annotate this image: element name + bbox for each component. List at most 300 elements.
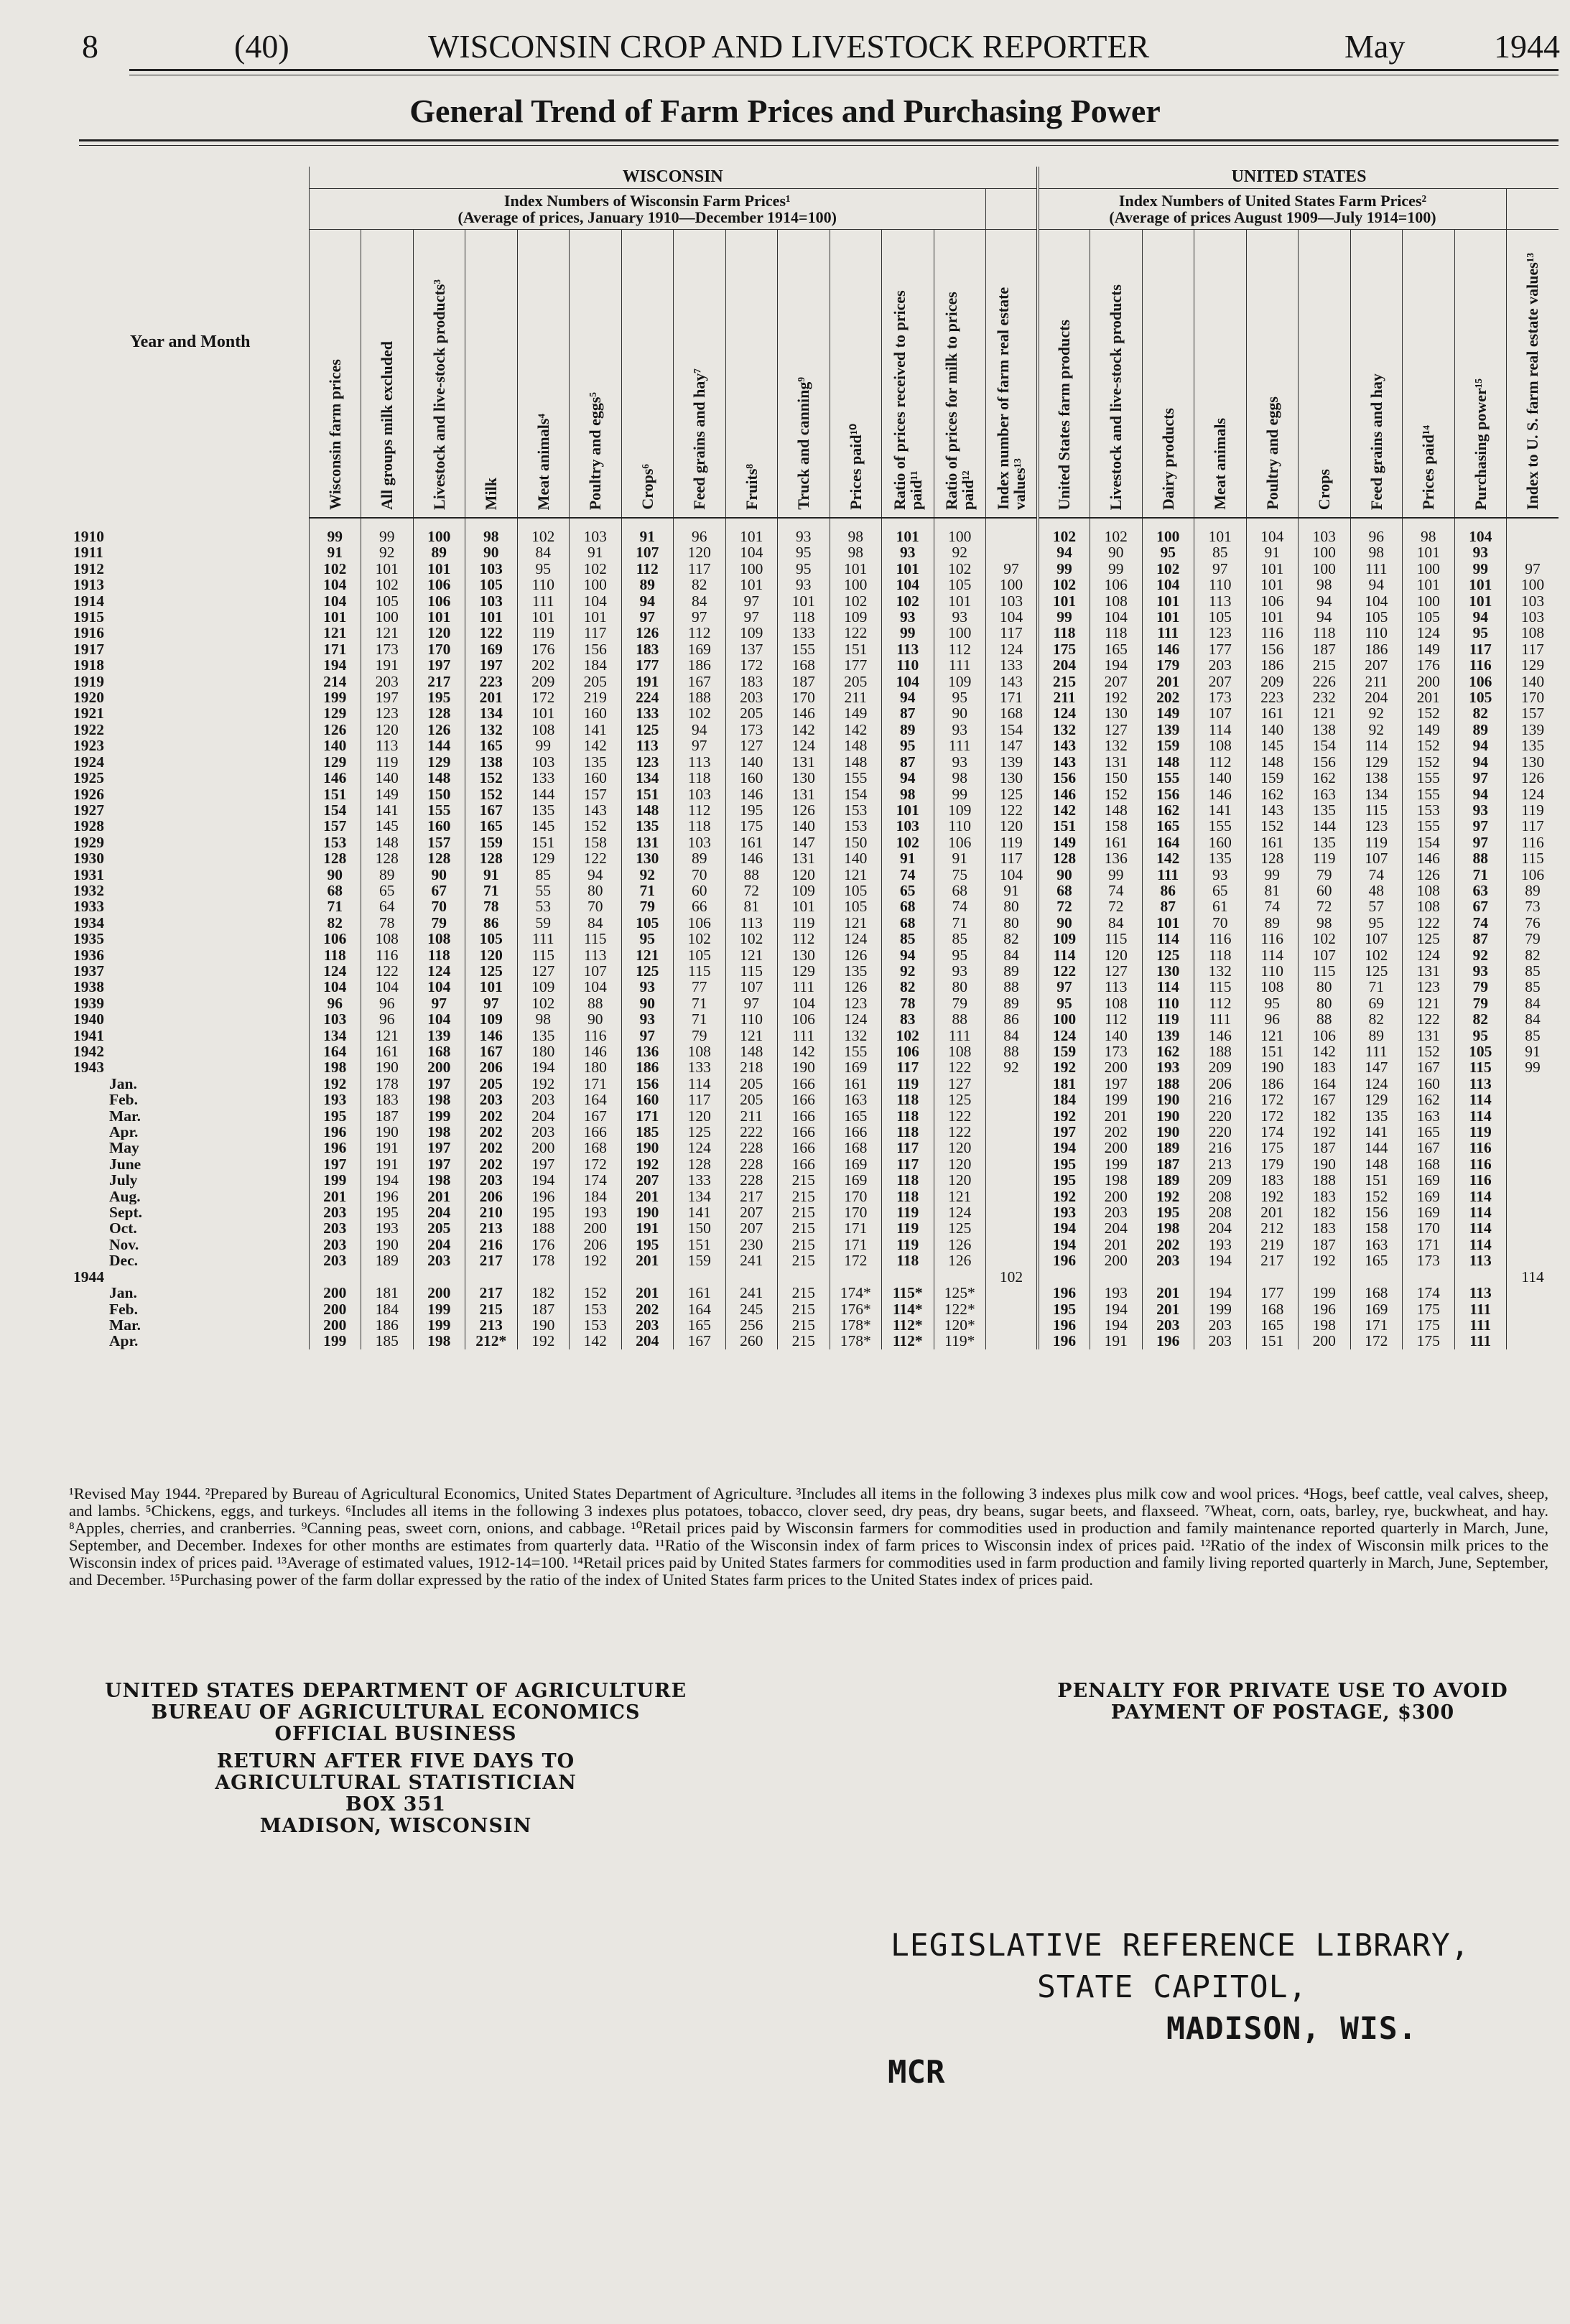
column-header [413, 230, 465, 519]
table-cell: 105 [361, 593, 414, 609]
table-cell: 131 [778, 786, 830, 802]
table-cell: 119 [1350, 835, 1403, 850]
table-cell: 91 [621, 518, 674, 544]
table-cell: 122 [1403, 915, 1455, 931]
table-cell: 197 [413, 1076, 465, 1092]
table-cell: 97 [1038, 979, 1090, 995]
table-cell: 169 [1403, 1172, 1455, 1188]
table-cell: 89 [1246, 915, 1299, 931]
table-cell: 53 [517, 898, 570, 914]
table-cell: 85 [517, 867, 570, 883]
table-cell: 68 [309, 883, 361, 898]
table-cell: 162 [1246, 786, 1299, 802]
table-cell: 124 [830, 1011, 882, 1027]
table-cell: 124 [1038, 705, 1090, 721]
table-cell: 212 [1246, 1220, 1299, 1236]
table-cell: 183 [1299, 1059, 1351, 1075]
column-header [1299, 230, 1351, 519]
table-cell: 116 [1194, 931, 1247, 947]
table-cell: 125 [621, 963, 674, 979]
table-cell: 151 [1038, 818, 1090, 834]
row-label: 1924 [73, 753, 104, 771]
table-cell: 215 [778, 1189, 830, 1204]
table-row [72, 722, 1559, 738]
table-cell: 123 [1403, 979, 1455, 995]
table-cell: 85 [934, 931, 986, 947]
row-label: 1931 [73, 866, 104, 883]
table-cell: 90 [413, 867, 465, 883]
table-row [72, 1156, 1559, 1172]
table-cell: 121 [361, 625, 414, 641]
table-cell: 113 [1454, 1076, 1507, 1092]
table-cell: 104 [570, 593, 622, 609]
wisconsin-group-header: WISCONSIN [309, 167, 1038, 189]
table-cell: 159 [1038, 1044, 1090, 1059]
table-cell: 121 [725, 947, 778, 963]
table-cell: 114 [1454, 1220, 1507, 1236]
table-cell: 89 [1350, 1028, 1403, 1044]
table-cell: 195 [1038, 1301, 1090, 1317]
table-cell: 134 [674, 1189, 726, 1204]
table-cell: 157 [570, 786, 622, 802]
table-cell: 232 [1299, 689, 1351, 705]
table-cell: 99 [934, 786, 986, 802]
table-cell: 71 [309, 898, 361, 914]
table-cell: 191 [621, 1220, 674, 1236]
row-label: 1913 [73, 577, 104, 593]
table-cell: 205 [830, 674, 882, 689]
table-cell: 92 [1350, 705, 1403, 721]
table-row [72, 931, 1559, 947]
table-cell: 204 [621, 1333, 674, 1349]
table-cell: 130 [986, 770, 1039, 786]
table-cell: 166 [778, 1156, 830, 1172]
table-cell: 105 [465, 577, 518, 592]
column-header [1403, 230, 1455, 519]
us-subheader [1038, 189, 1507, 230]
table-cell: 196 [1038, 1333, 1090, 1349]
table-cell: 80 [986, 915, 1039, 931]
table-cell: 84 [517, 544, 570, 560]
table-cell: 117 [882, 1156, 934, 1172]
table-cell: 104 [1246, 518, 1299, 544]
table-cell: 109 [1038, 931, 1090, 947]
table-cell: 118 [1090, 625, 1143, 641]
table-cell: 120 [465, 947, 518, 963]
table-cell: 182 [1299, 1204, 1351, 1220]
table-cell: 208 [1194, 1204, 1247, 1220]
table-cell: 89 [413, 544, 465, 560]
wisconsin-subheader-spacer [986, 189, 1039, 230]
table-cell: 220 [1194, 1124, 1247, 1140]
table-cell: 104 [413, 1011, 465, 1027]
table-cell: 208 [1194, 1189, 1247, 1204]
table-cell: 87 [882, 705, 934, 721]
table-cell: 187 [517, 1301, 570, 1317]
table-cell: 108 [1194, 738, 1247, 753]
table-cell: 95 [1350, 915, 1403, 931]
table-cell: 203 [413, 1252, 465, 1268]
table-cell: 151 [674, 1237, 726, 1252]
table-cell: 200 [309, 1285, 361, 1301]
table-cell: 155 [830, 770, 882, 786]
table-cell: 113 [674, 754, 726, 770]
table-cell: 90 [1038, 867, 1090, 883]
table-cell: 95 [934, 947, 986, 963]
table-cell [1507, 1285, 1559, 1301]
table-cell: 187 [778, 674, 830, 689]
table-cell: 103 [1507, 609, 1559, 625]
table-cell: 152 [1350, 1189, 1403, 1204]
table-cell: 194 [1194, 1252, 1247, 1268]
table-cell: 130 [1090, 705, 1143, 721]
table-cell: 171 [1403, 1237, 1455, 1252]
table-cell: 153 [570, 1317, 622, 1333]
table-cell: 98 [1299, 577, 1351, 592]
table-cell: 156 [1299, 754, 1351, 770]
table-cell: 66 [674, 898, 726, 914]
column-header [934, 230, 986, 519]
table-cell [1507, 1317, 1559, 1333]
row-label: Mar. [109, 1316, 141, 1334]
table-cell: 93 [934, 722, 986, 738]
table-cell: 139 [1507, 722, 1559, 738]
table-cell: 170 [413, 641, 465, 657]
table-cell: 194 [361, 1172, 414, 1188]
table-cell: 197 [1038, 1124, 1090, 1140]
table-cell: 195 [517, 1204, 570, 1220]
table-cell: 110 [934, 818, 986, 834]
table-cell: 132 [830, 1028, 882, 1044]
table-row [72, 738, 1559, 753]
table-cell: 91 [934, 850, 986, 866]
column-header-label: Meat animals [1211, 418, 1230, 510]
table-cell: 101 [413, 561, 465, 577]
sender-line: UNITED STATES DEPARTMENT OF AGRICULTURE [104, 1680, 687, 1702]
table-cell: 186 [1246, 1076, 1299, 1092]
table-cell: 82 [1454, 705, 1507, 721]
table-cell: 163 [1299, 786, 1351, 802]
table-cell: 82 [309, 915, 361, 931]
table-cell: 170 [1403, 1220, 1455, 1236]
table-cell: 230 [725, 1237, 778, 1252]
table-cell: 207 [1090, 674, 1143, 689]
table-cell: 162 [1142, 802, 1194, 818]
table-cell: 168 [570, 1140, 622, 1156]
table-cell: 124 [1350, 1076, 1403, 1092]
table-cell: 121 [1403, 995, 1455, 1011]
table-cell: 136 [621, 1044, 674, 1059]
table-cell: 197 [413, 657, 465, 673]
table-cell: 64 [361, 898, 414, 914]
table-cell: 201 [465, 689, 518, 705]
row-label: 1927 [73, 801, 104, 819]
table-cell: 193 [1142, 1059, 1194, 1075]
table-cell: 102 [1350, 947, 1403, 963]
table-cell: 107 [1194, 705, 1247, 721]
table-cell: 72 [1038, 898, 1090, 914]
table-cell: 114 [1454, 1108, 1507, 1124]
table-cell: 140 [309, 738, 361, 753]
table-cell: 113 [361, 738, 414, 753]
table-cell: 104 [309, 593, 361, 609]
row-label: 1930 [73, 850, 104, 867]
table-cell: 168 [413, 1044, 465, 1059]
table-cell [1507, 1092, 1559, 1107]
table-cell: 216 [1194, 1092, 1247, 1107]
table-cell: 119 [778, 915, 830, 931]
wisconsin-subheader-line1: Index Numbers of Wisconsin Farm Prices¹ [503, 191, 791, 210]
table-cell [674, 1269, 726, 1285]
table-cell: 156 [621, 1076, 674, 1092]
table-cell: 149 [1038, 835, 1090, 850]
table-cell: 102 [882, 593, 934, 609]
table-cell: 72 [1299, 898, 1351, 914]
table-cell: 172 [1350, 1333, 1403, 1349]
table-cell: 167 [1403, 1140, 1455, 1156]
table-cell: 105 [1454, 1044, 1507, 1059]
table-cell: 154 [830, 786, 882, 802]
table-cell: 153 [309, 835, 361, 850]
table-cell: 201 [1142, 1301, 1194, 1317]
table-cell: 164 [309, 1044, 361, 1059]
table-cell: 117 [986, 850, 1039, 866]
table-cell [1299, 1269, 1351, 1285]
title-rule [79, 139, 1559, 141]
table-cell: 165 [1403, 1124, 1455, 1140]
table-cell: 74 [934, 898, 986, 914]
table-cell: 188 [1194, 1044, 1247, 1059]
table-cell: 98 [1299, 915, 1351, 931]
table-cell: 202 [1142, 689, 1194, 705]
table-cell: 141 [570, 722, 622, 738]
table-cell: 89 [361, 867, 414, 883]
table-cell: 172 [570, 1156, 622, 1172]
table-cell: 202 [1142, 1237, 1194, 1252]
table-cell: 127 [517, 963, 570, 979]
column-header-label: Poultry and eggs⁵ [586, 391, 605, 510]
table-cell: 109 [830, 609, 882, 625]
table-cell: 126 [778, 802, 830, 818]
table-cell: 153 [1403, 802, 1455, 818]
table-cell [986, 1252, 1039, 1268]
table-cell: 201 [621, 1189, 674, 1204]
table-cell: 90 [1038, 915, 1090, 931]
table-cell: 106 [1090, 577, 1143, 592]
table-cell: 98 [830, 544, 882, 560]
table-cell: 212* [465, 1333, 518, 1349]
table-cell: 113 [570, 947, 622, 963]
table-cell: 176* [830, 1301, 882, 1317]
table-cell: 97 [725, 609, 778, 625]
table-cell: 122 [1038, 963, 1090, 979]
table-cell: 94 [1454, 786, 1507, 802]
table-cell: 152 [1403, 754, 1455, 770]
table-cell: 190 [1142, 1092, 1194, 1107]
row-label: 1918 [73, 657, 104, 674]
table-cell: 187 [361, 1108, 414, 1124]
table-cell: 190 [1299, 1156, 1351, 1172]
table-cell: 192 [1299, 1124, 1351, 1140]
table-cell: 106 [413, 577, 465, 592]
table-cell: 84 [986, 1028, 1039, 1044]
table-cell: 126 [934, 1252, 986, 1268]
table-cell: 132 [465, 722, 518, 738]
table-cell: 118 [778, 609, 830, 625]
table-cell: 133 [674, 1059, 726, 1075]
table-cell: 84 [1507, 1011, 1559, 1027]
table-cell: 107 [570, 963, 622, 979]
table-cell: 179 [1142, 657, 1194, 673]
table-cell [934, 1269, 986, 1285]
table-cell: 128 [309, 850, 361, 866]
table-cell: 148 [1142, 754, 1194, 770]
table-cell: 160 [725, 770, 778, 786]
table-cell: 183 [1299, 1189, 1351, 1204]
table-cell: 109 [517, 979, 570, 995]
table-cell: 48 [1350, 883, 1403, 898]
table-cell: 125 [1142, 947, 1194, 963]
table-cell: 125 [674, 1124, 726, 1140]
table-cell: 118 [413, 947, 465, 963]
table-cell: 188 [1299, 1172, 1351, 1188]
table-cell: 115 [1350, 802, 1403, 818]
table-cell: 194 [1038, 1237, 1090, 1252]
table-cell: 157 [1507, 705, 1559, 721]
table-cell: 185 [621, 1124, 674, 1140]
table-cell: 157 [413, 835, 465, 850]
table-cell: 83 [882, 1011, 934, 1027]
table-cell: 147 [986, 738, 1039, 753]
table-cell: 149 [1403, 641, 1455, 657]
table-cell: 146 [1142, 641, 1194, 657]
table-cell: 105 [1454, 689, 1507, 705]
table-cell: 131 [1403, 963, 1455, 979]
table-cell: 161 [1246, 835, 1299, 850]
table-cell: 161 [1090, 835, 1143, 850]
table-cell: 146 [1403, 850, 1455, 866]
table-cell: 70 [674, 867, 726, 883]
table-cell: 197 [413, 1140, 465, 1156]
table-row [72, 593, 1559, 609]
table-row [72, 1076, 1559, 1092]
table-cell [725, 1269, 778, 1285]
column-header [1142, 230, 1194, 519]
table-cell: 140 [778, 818, 830, 834]
table-cell: 94 [1038, 544, 1090, 560]
table-cell: 140 [1090, 1028, 1143, 1044]
table-cell: 118 [674, 818, 726, 834]
table-cell: 128 [413, 850, 465, 866]
table-cell: 177 [1246, 1285, 1299, 1301]
table-cell: 167 [465, 1044, 518, 1059]
table-cell: 215 [778, 1172, 830, 1188]
row-label: Mar. [109, 1107, 141, 1125]
table-cell [1142, 1269, 1194, 1285]
table-cell [1507, 1140, 1559, 1156]
table-cell: 141 [1350, 1124, 1403, 1140]
table-cell [986, 1204, 1039, 1220]
table-cell: 104 [986, 609, 1039, 625]
table-cell: 197 [361, 689, 414, 705]
table-row [72, 544, 1559, 560]
table-cell: 140 [361, 770, 414, 786]
table-cell: 194 [517, 1059, 570, 1075]
table-cell: 207 [725, 1220, 778, 1236]
table-cell [1507, 1124, 1559, 1140]
table-cell: 197 [517, 1156, 570, 1172]
table-cell: 135 [517, 802, 570, 818]
table-cell: 75 [934, 867, 986, 883]
table-cell: 148 [1246, 754, 1299, 770]
table-cell: 87 [1454, 931, 1507, 947]
table-cell: 118 [1194, 947, 1247, 963]
table-cell: 194 [1090, 657, 1143, 673]
table-cell: 203 [465, 1092, 518, 1107]
table-cell: 116 [361, 947, 414, 963]
table-cell: 135 [1299, 802, 1351, 818]
table-cell: 135 [517, 1028, 570, 1044]
table-cell: 199 [1090, 1156, 1143, 1172]
table-cell: 144 [413, 738, 465, 753]
table-cell: 114 [1454, 1189, 1507, 1204]
table-cell: 203 [1194, 657, 1247, 673]
table-cell: 226 [1299, 674, 1351, 689]
table-cell [413, 1269, 465, 1285]
table-cell: 203 [1142, 1252, 1194, 1268]
table-cell: 124 [778, 738, 830, 753]
table-cell: 79 [1454, 979, 1507, 995]
table-cell: 118 [882, 1172, 934, 1188]
row-label: 1943 [73, 1059, 104, 1076]
table-cell: 117 [882, 1140, 934, 1156]
table-cell: 82 [1454, 1011, 1507, 1027]
table-cell: 143 [986, 674, 1039, 689]
row-label: 1919 [73, 673, 104, 690]
column-header [725, 230, 778, 519]
table-cell: 109 [934, 674, 986, 689]
table-cell: 167 [674, 1333, 726, 1349]
table-cell: 206 [465, 1189, 518, 1204]
table-cell: 166 [778, 1076, 830, 1092]
table-cell: 111 [1454, 1317, 1507, 1333]
table-cell: 176 [517, 641, 570, 657]
table-cell: 131 [778, 754, 830, 770]
row-label: 1923 [73, 738, 104, 754]
row-label: 1934 [73, 914, 104, 931]
table-row [72, 1220, 1559, 1236]
table-cell: 111 [1350, 561, 1403, 577]
table-cell: 204 [517, 1108, 570, 1124]
table-cell: 71 [1454, 867, 1507, 883]
table-cell: 122 [934, 1059, 986, 1075]
table-row [72, 850, 1559, 866]
table-cell: 155 [1142, 770, 1194, 786]
table-cell: 105 [934, 577, 986, 592]
table-cell: 175 [1403, 1317, 1455, 1333]
table-cell: 148 [1350, 1156, 1403, 1172]
table-cell: 155 [1403, 770, 1455, 786]
table-cell: 101 [1246, 577, 1299, 592]
table-cell: 111 [1142, 625, 1194, 641]
table-cell: 166 [570, 1124, 622, 1140]
table-cell: 126 [1507, 770, 1559, 786]
table-cell: 105 [830, 898, 882, 914]
table-cell: 155 [1403, 818, 1455, 834]
table-cell [1507, 1108, 1559, 1124]
table-cell: 101 [778, 593, 830, 609]
table-cell: 95 [778, 561, 830, 577]
